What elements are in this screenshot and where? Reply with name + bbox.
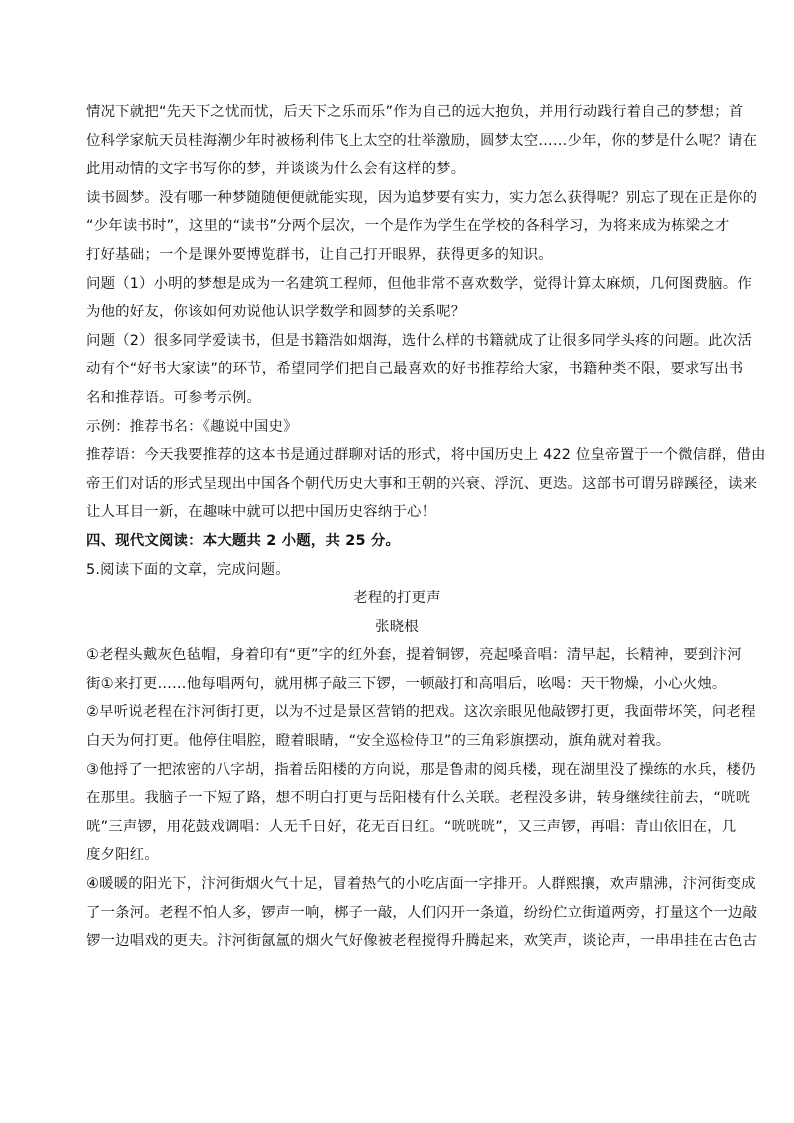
article-title-line: 老程的打更声 [353, 590, 441, 607]
text-line: 咣”三声锣，用花鼓戏调唱：人无千日好，花无百日红。“咣咣咣”，又三声锣，再唱：青山依旧在，几 [86, 818, 737, 835]
text-line: 让人耳目一新，在趣味中就可以把中国历史容纳于心！ [86, 504, 437, 521]
text-line: ③他捋了一把浓密的八字胡，指着岳阳楼的方向说，那是鲁肃的阅兵楼，现在湖里没了操练的水兵，楼仍 [86, 761, 756, 778]
text-line: 锣一边唱戏的更夫。汴河街氤氲的烟火气好像被老程搅得升腾起来，欢笑声，谈论声，一串串挂在古色古 [86, 933, 758, 950]
text-line: 情况下就把“先天下之忧而忧，后天下之乐而乐”作为自己的远大抱负，并用行动践行着自己的梦想；首 [86, 104, 744, 120]
text-line: 为他的好友，你该如何劝说他认识学数学和圆梦的关系呢？ [86, 304, 466, 321]
text-line: 问题（2）很多同学爱读书，但是书籍浩如烟海，选什么样的书籍就成了让很多同学头疼的问题。此次活 [86, 332, 752, 349]
section-heading: 四、现代文阅读：本大题共 2 小题，共 25 分。 [86, 532, 401, 549]
text-line: 读书圆梦。没有哪一种梦随随便便就能实现，因为追梦要有实力，实力怎么获得呢？别忘了现在正是你的 [86, 189, 758, 206]
text-line: 白天为何打更。他停住唱腔，瞪着眼睛，“安全巡检侍卫”的三角彩旗摆动，旗角就对着我。 [86, 733, 671, 750]
text-line: “少年读书时”，这里的“读书”分两个层次，一个是作为学生在学校的各科学习，为将来成为栋梁之才 [86, 218, 730, 235]
text-line: ④暖暖的阳光下，汴河街烟火气十足，冒着热气的小吃店面一字排开。人群熙攘，欢声鼎沸，汴河街变成 [86, 876, 756, 893]
text-line: 问题（1）小明的梦想是成为一名建筑工程师，但他非常不喜欢数学，觉得计算太麻烦，几何图费脑。作 [86, 275, 752, 292]
text-line: 街①来打更……他每唱两句，就用梆子敲三下锣，一顿敲打和高唱后，吆喝：天干物燥，小心火烛。 [86, 675, 727, 692]
text-line: 此用动情的文字书写你的梦，并谈谈为什么会有这样的梦。 [86, 161, 466, 178]
text-line: 推荐语：今天我要推荐的这本书是通过群聊对话的形式，将中国历史上 422 位皇帝置于一个微信群，借由 [86, 447, 766, 464]
text-line: 位科学家航天员桂海潮少年时被杨利伟飞上太空的壮举激励，圆梦太空……少年，你的梦是什么呢？请在 [86, 132, 758, 149]
text-line: 5.阅读下面的文章，完成问题。 [86, 561, 290, 578]
text-line: 示例：推荐书名：《趣说中国史》 [86, 418, 298, 435]
text-line: 度夕阳红。 [86, 847, 159, 864]
text-line: 在那里。我脑子一下短了路，想不明白打更与岳阳楼有什么关联。老程没多讲，转身继续往前去，“咣咣 [86, 790, 751, 807]
text-line: 帝王们对话的形式呈现出中国各个朝代历史大事和王朝的兴衰、浮沉、更迭。这部书可谓另辟蹊径，读来 [86, 475, 758, 492]
article-title-line: 张晓根 [375, 618, 419, 635]
text-line: 打好基础；一个是课外要博览群书，让自己打开眼界，获得更多的知识。 [86, 246, 553, 263]
text-line: 名和推荐语。可参考示例。 [86, 389, 262, 406]
text-line: ①老程头戴灰色毡帽，身着印有“更”字的红外套，提着铜锣，亮起嗓音唱：清早起，长精神，要到汴河 [86, 647, 742, 664]
text-line: ②早听说老程在汴河街打更，以为不过是景区营销的把戏。这次亲眼见他敲锣打更，我面带坏笑，问老程 [86, 704, 756, 721]
text-line: 了一条河。老程不怕人多，锣声一响，梆子一敲，人们闪开一条道，纷纷伫立街道两旁，打量这个一边敲 [86, 904, 758, 921]
text-line: 动有个“好书大家读”的环节，希望同学们把自己最喜欢的好书推荐给大家，书籍种类不限，要求写出书 [86, 361, 744, 378]
